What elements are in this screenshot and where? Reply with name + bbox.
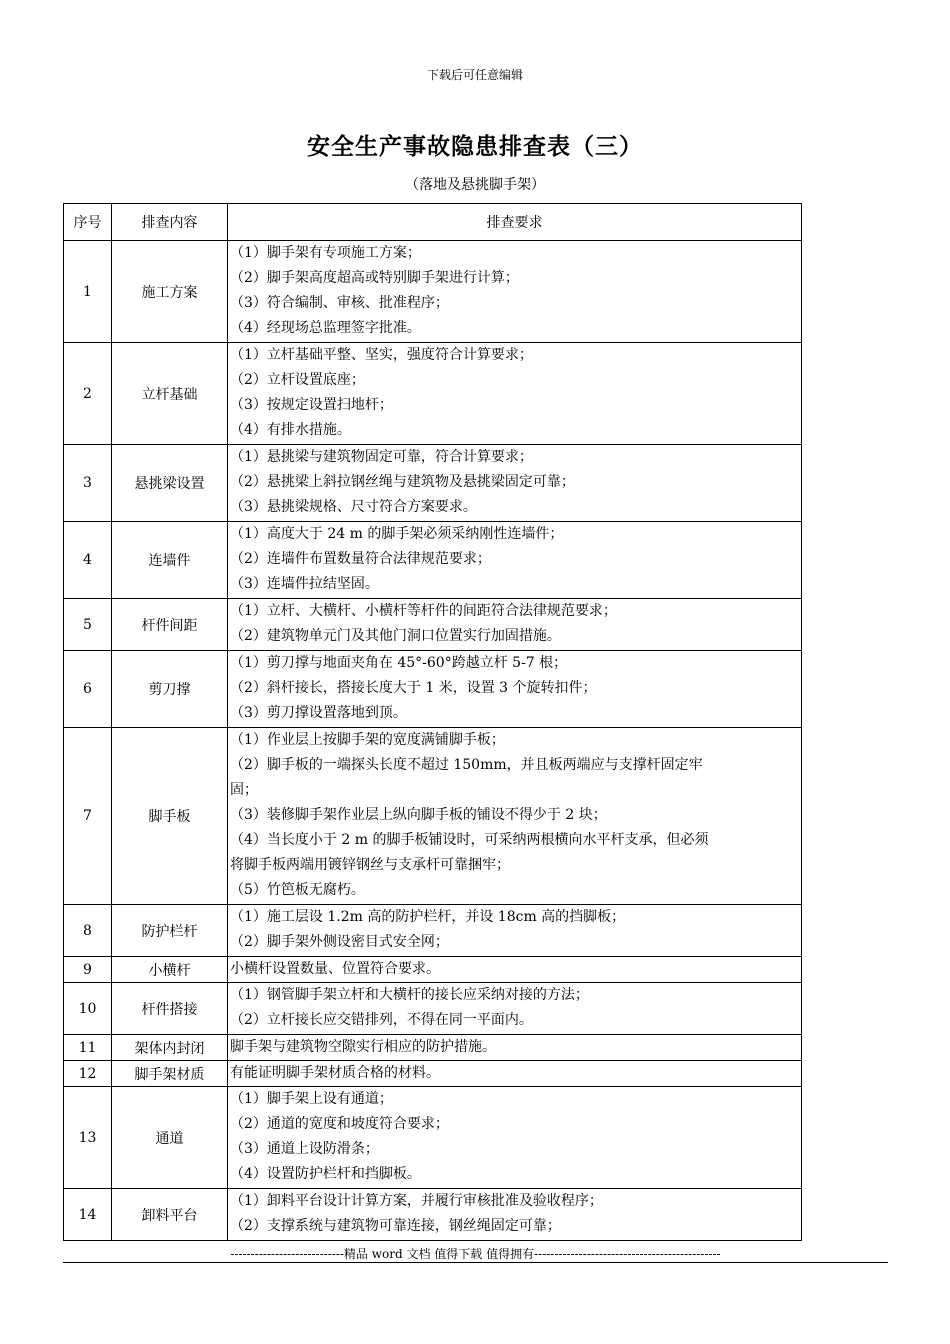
inspection-item: 脚手板 [112,728,228,905]
table-row [64,1087,802,1189]
requirement-line: （2）脚手架外侧设密目式安全网； [230,934,449,950]
requirement-line: （2）建筑物单元门及其他门洞口位置实行加固措施。 [230,628,561,644]
requirement-line: （3）通道上设防滑条； [230,1141,379,1157]
requirement-line: 将脚手板两端用镀锌钢丝与支承杆可靠捆牢； [230,857,510,873]
footer-divider [63,1262,888,1263]
requirements-cell [228,728,802,905]
inspection-item: 连墙件 [112,522,228,599]
requirement-line: （1）作业层上按脚手架的宽度满铺脚手板； [230,732,505,748]
requirement-line: 有能证明脚手架材质合格的材料。 [230,1065,440,1081]
requirements-cell [228,1087,802,1189]
row-number: 4 [64,522,112,599]
requirement-line: 固； [230,782,258,798]
page-header-note: 下载后可任意编辑 [426,68,523,82]
column-header-requirements: 排查要求 [228,204,802,241]
requirement-line: （1）脚手架有专项施工方案； [230,245,421,261]
row-number: 2 [64,343,112,445]
requirement-line: （4）有排水措施。 [230,422,351,438]
inspection-item: 立杆基础 [112,343,228,445]
requirements-cell [228,522,802,599]
inspection-item: 杆件间距 [112,599,228,651]
inspection-table [63,203,802,1241]
requirement-line: （2）立杆接长应交错排列，不得在同一平面内。 [230,1012,533,1028]
requirement-line: （2）脚手板的一端探头长度不超过 150mm，并且板两端应与支撑杆固定牢 [230,757,703,773]
requirements-cell [228,241,802,343]
requirement-line: （1）脚手架上设有通道； [230,1091,393,1107]
inspection-item: 卸料平台 [112,1189,228,1241]
requirements-cell [228,957,802,983]
requirement-line: （4）设置防护栏杆和挡脚板。 [230,1166,421,1182]
requirement-line: （2）支撑系统与建筑物可靠连接，钢丝绳固定可靠； [230,1218,561,1234]
inspection-item: 剪刀撑 [112,651,228,728]
requirement-line: （1）立杆基础平整、坚实，强度符合计算要求； [230,347,533,363]
requirement-line: 小横杆设置数量、位置符合要求。 [230,961,440,977]
requirement-line: （4）当长度小于 2 m 的脚手板铺设时，可采纳两根横向水平杆支承，但必须 [230,832,709,848]
inspection-item: 防护栏杆 [112,905,228,957]
document-subtitle: （落地及悬挑脚手架） [405,177,545,193]
table-row [64,728,802,905]
row-number: 9 [64,957,112,983]
requirement-line: （2）斜杆接长，搭接长度大于 1 米，设置 3 个旋转扣件； [230,680,597,696]
requirement-line: （2）悬挑梁上斜拉钢丝绳与建筑物及悬挑梁固定可靠； [230,474,575,490]
table-row [64,1035,802,1061]
table-row [64,1061,802,1087]
requirement-line: （2）通道的宽度和坡度符合要求； [230,1116,449,1132]
column-header-item: 排查内容 [112,204,228,241]
requirements-cell [228,1189,802,1241]
requirement-line: 脚手架与建筑物空隙实行相应的防护措施。 [230,1039,496,1055]
requirements-cell [228,599,802,651]
requirement-line: （3）连墙件拉结坚固。 [230,576,379,592]
requirement-line: （1）钢管脚手架立杆和大横杆的接长应采纳对接的方法； [230,987,589,1003]
table-row [64,599,802,651]
row-number: 8 [64,905,112,957]
inspection-item: 通道 [112,1087,228,1189]
requirements-cell [228,1061,802,1087]
requirement-line: （5）竹笆板无腐朽。 [230,882,365,898]
inspection-item: 悬挑梁设置 [112,445,228,522]
inspection-item: 施工方案 [112,241,228,343]
page-footer-text: ----------------------------精品 word 文档 值得下载 值得拥有---------------------------------------------- [230,1247,721,1261]
document-title: 安全生产事故隐患排查表（三） [307,134,643,160]
requirement-line: （1）悬挑梁与建筑物固定可靠，符合计算要求； [230,449,533,465]
inspection-item: 小横杆 [112,957,228,983]
requirement-line: （1）高度大于 24 m 的脚手架必须采纳刚性连墙件； [230,526,564,542]
table-row [64,651,802,728]
requirement-line: （2）脚手架高度超高或特别脚手架进行计算； [230,270,519,286]
column-header-no: 序号 [64,204,112,241]
row-number: 10 [64,983,112,1035]
row-number: 6 [64,651,112,728]
row-number: 14 [64,1189,112,1241]
table-row [64,957,802,983]
requirements-cell [228,905,802,957]
requirement-line: （1）卸料平台设计计算方案，并履行审核批准及验收程序； [230,1193,603,1209]
table-row [64,343,802,445]
requirements-cell [228,983,802,1035]
inspection-item: 杆件搭接 [112,983,228,1035]
row-number: 7 [64,728,112,905]
table-row [64,241,802,343]
requirement-line: （3）悬挑梁规格、尺寸符合方案要求。 [230,499,477,515]
requirements-cell [228,1035,802,1061]
row-number: 12 [64,1061,112,1087]
table-header-row [64,204,802,241]
requirement-line: （2）立杆设置底座； [230,372,365,388]
row-number: 11 [64,1035,112,1061]
inspection-item: 脚手架材质 [112,1061,228,1087]
requirement-line: （3）装修脚手架作业层上纵向脚手板的铺设不得少于 2 块； [230,807,607,823]
row-number: 3 [64,445,112,522]
requirement-line: （3）按规定设置扫地杆； [230,397,393,413]
row-number: 13 [64,1087,112,1189]
requirements-cell [228,651,802,728]
table-row [64,1189,802,1241]
table-row [64,445,802,522]
requirements-cell [228,445,802,522]
table-row [64,983,802,1035]
requirement-line: （4）经现场总监理签字批准。 [230,320,421,336]
requirement-line: （3）剪刀撑设置落地到顶。 [230,705,407,721]
requirement-line: （1）剪刀撑与地面夹角在 45°-60°跨越立杆 5-7 根； [230,655,568,671]
requirement-line: （3）符合编制、审核、批准程序； [230,295,449,311]
requirements-cell [228,343,802,445]
row-number: 5 [64,599,112,651]
requirement-line: （2）连墙件布置数量符合法律规范要求； [230,551,491,567]
table-row [64,522,802,599]
requirement-line: （1）施工层设 1.2m 高的防护栏杆，并设 18cm 高的挡脚板； [230,909,626,925]
inspection-item: 架体内封闭 [112,1035,228,1061]
row-number: 1 [64,241,112,343]
table-row [64,905,802,957]
requirement-line: （1）立杆、大横杆、小横杆等杆件的间距符合法律规范要求； [230,603,617,619]
table-body [64,241,802,1241]
